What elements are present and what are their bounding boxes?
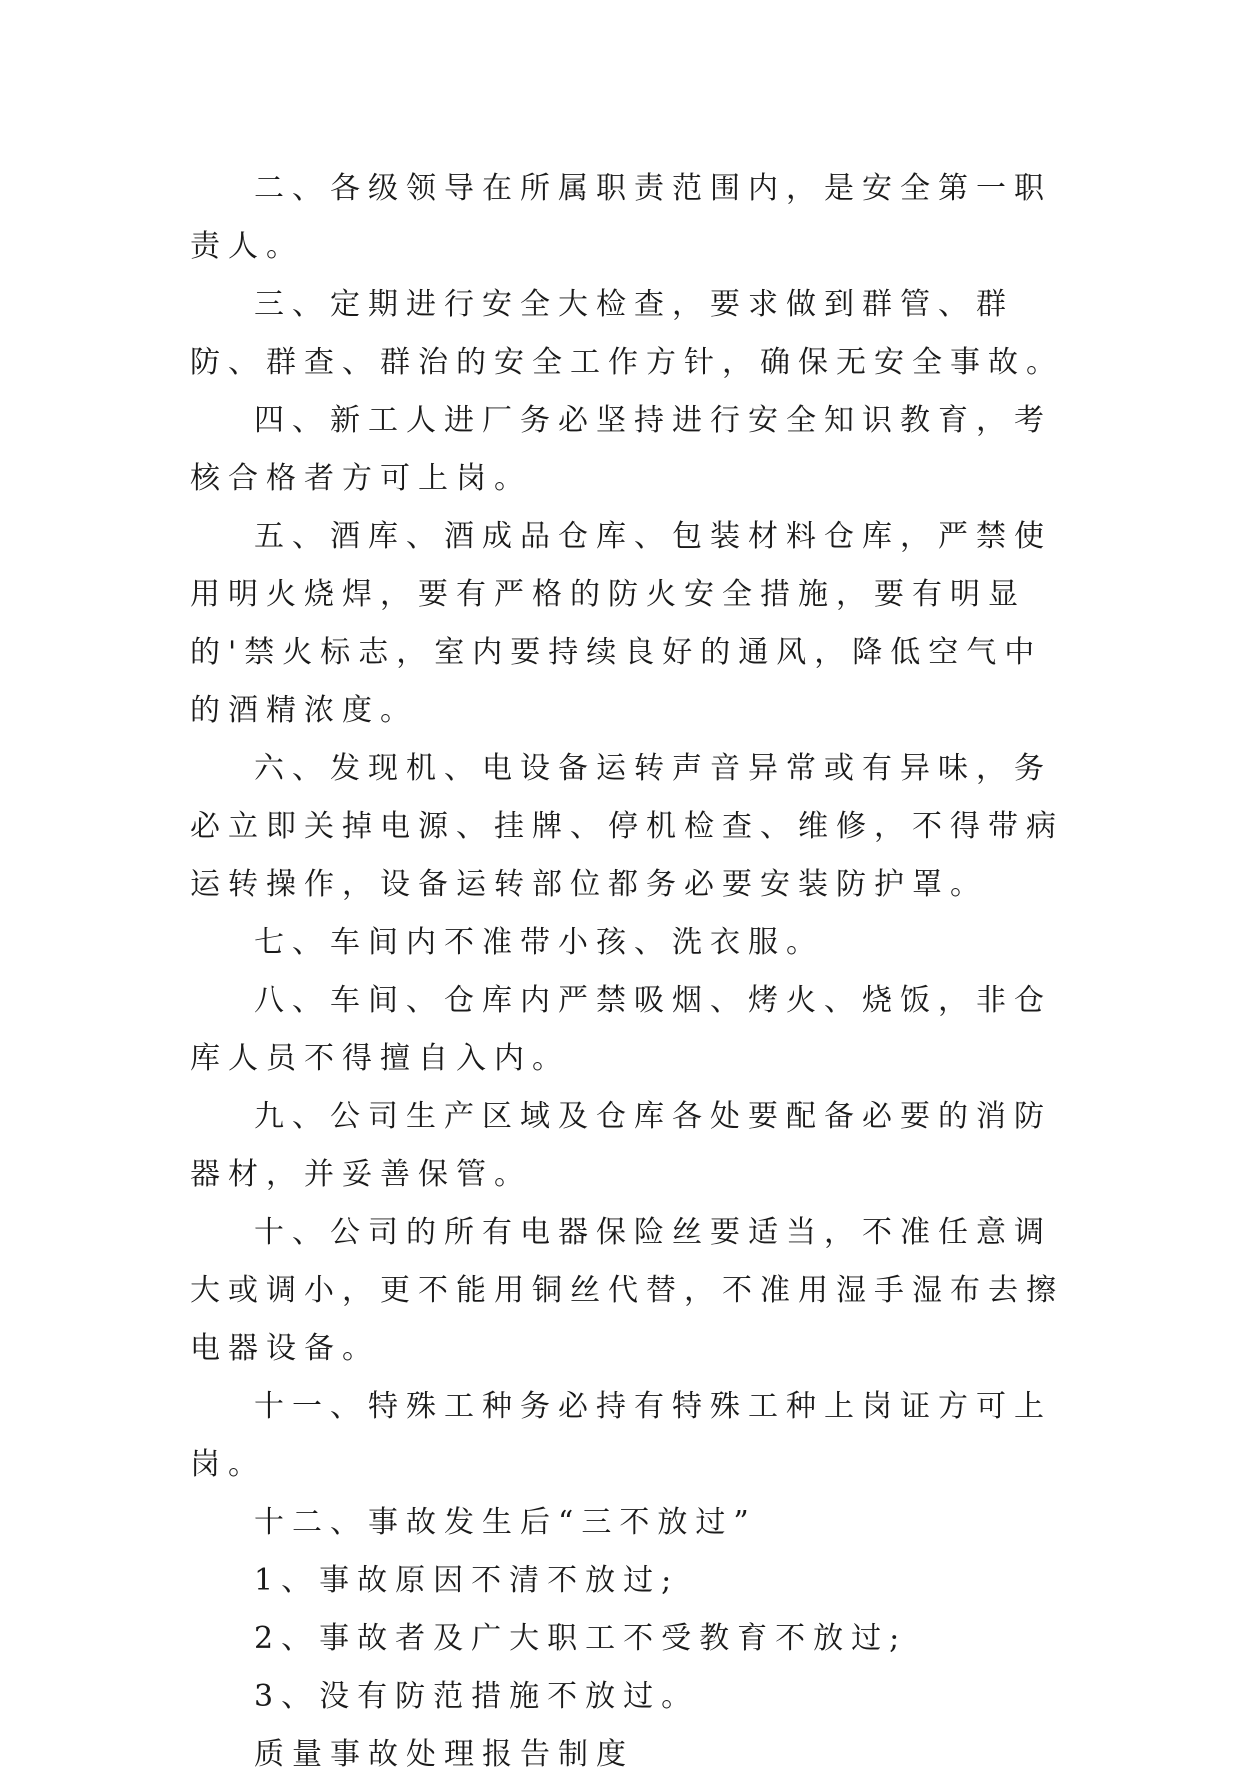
paragraph-2: 二、各级领导在所属职责范围内，是安全第一职责人。 bbox=[190, 171, 1052, 264]
list-item-2: 2、事故者及广大职工不受教育不放过; bbox=[254, 1621, 908, 1656]
paragraph-11: 十一、特殊工种务必持有特殊工种上岗证方可上岗。 bbox=[190, 1389, 1052, 1482]
paragraph-6: 六、发现机、电设备运转声音异常或有异味，务必立即关掉电源、挂牌、停机检查、维修，不得带病运转操作，设备运转部位都务必要安装防护罩。 bbox=[190, 751, 1064, 902]
document-body bbox=[190, 160, 1070, 1784]
paragraph-3: 三、定期进行安全大检查，要求做到群管、群防、群查、群治的安全工作方针，确保无安全事故。 bbox=[190, 287, 1064, 380]
paragraph-5: 五、酒库、酒成品仓库、包装材料仓库，严禁使用明火烧焊，要有严格的防火安全措施，要有明显的'禁火标志，室内要持续良好的通风，降低空气中的酒精浓度。 bbox=[190, 519, 1052, 728]
paragraph-8: 八、车间、仓库内严禁吸烟、烤火、烧饭，非仓库人员不得擅自入内。 bbox=[190, 983, 1052, 1076]
paragraph-9: 九、公司生产区域及仓库各处要配备必要的消防器材，并妥善保管。 bbox=[190, 1099, 1052, 1192]
list-item-1: 1、事故原因不清不放过; bbox=[254, 1563, 680, 1598]
paragraph-12: 十二、事故发生后“三不放过” bbox=[254, 1505, 757, 1540]
section-heading: 质量事故处理报告制度 bbox=[254, 1737, 634, 1772]
paragraph-7: 七、车间内不准带小孩、洗衣服。 bbox=[254, 925, 824, 960]
list-item-3: 3、没有防范措施不放过。 bbox=[254, 1679, 700, 1714]
paragraph-10: 十、公司的所有电器保险丝要适当，不准任意调大或调小，更不能用铜丝代替，不准用湿手湿布去擦电器设备。 bbox=[190, 1215, 1064, 1366]
paragraph-4: 四、新工人进厂务必坚持进行安全知识教育，考核合格者方可上岗。 bbox=[190, 403, 1052, 496]
